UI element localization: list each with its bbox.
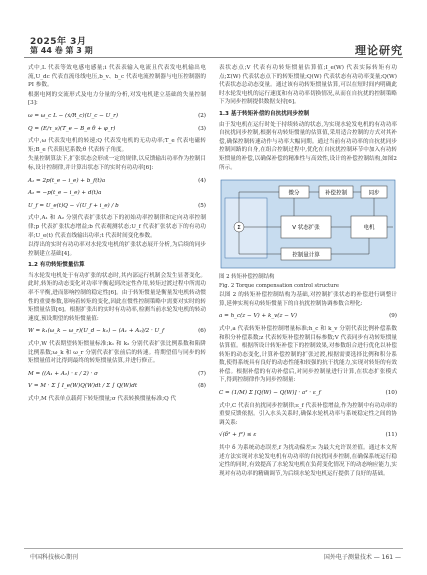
equation-number: (7) [198,370,206,377]
paragraph: 式中,ω 代表发电机的转速;Q 代表发电机的无功功率;T_e 代表电磁转矩;B_e 代表阻尼系数;θ 代表转子角度。 [28,138,206,153]
block-label: 微分 [288,190,300,197]
paragraph: 表状态点;V 代表有功转矩惯量估算值;I_e(W) 代表实际转矩有功点;Σ(W) 代表状态点下的转矩惯量;Q(W) 代表状态有功功率变量;Q(W) 代表状态总动态变量。通过该有功转矩惯量估算,可以在短时间内明确此时水轮发电机的运行速度和有功功率切换情况,从而在自抗扰的控制策略下为同步控制提供数据支持[6]。 [219,65,397,106]
equation-body: W = k₁(ω_k − ω_r)(U_d − k₂) − (A₁ + A₂)/2 · U_f [28,328,165,335]
equation-7 [28,370,206,379]
right-column [219,64,397,479]
paragraph: 由于发电机在运行时处于持续转动的状态,为实现水轮发电机的有功功率自抗扰同步控制,根据有功转矩惯量的估算值,采用适合控制的方式对其补偿,确保控制转速动作与功率大幅同期。通过当前有功功率的自抗扰同步控制回路的自身,在组合控制过程中,优化在自抗扰控制环节中加入有功转矩惯量的补偿,以确保补偿的精准性与高效性,设计的补偿控制结构,如图2所示。 [219,121,397,171]
block-label: V 状态扩张 [292,225,320,232]
equation-body: ω = ω_c L − (ẋ/R_c)(U_c − U_r) [28,112,119,119]
paragraph: 根据电网的交流形式及电力分量的分析,对发电机建立基础的失量控制[3]: [28,91,206,107]
block-label: 电机 [363,225,375,232]
control-structure-diagram [219,176,397,272]
left-column [28,64,206,405]
equation-body: M = ((A₁ + A₂) · ε / 2) · σ [28,370,98,377]
equation-number: (10) [385,390,397,397]
equation-body: U_f = U_e(t)Q − √(U_f + i_e) / b [28,202,119,209]
equation-body: A₂ = −p(t_e − i_e) + d(t)a [28,190,102,197]
block-label: 同步 [368,190,380,197]
equation-number: (2) [198,112,206,119]
equation-body: C = (1/M) Σ [Q(W) − Q(W)] · a² · ε_f [219,390,321,397]
equation-number: (5) [198,202,206,209]
block-label: 补偿控制 [324,190,348,197]
equation-body: Q = (E/τ_s)(T_e − B_e θ + φ_r) [28,125,116,132]
paragraph: 式中,C 代表自抗扰同步控制律;ε_f 代表补偿增益,作为控制中有功功率的重要反馈依据。引入水头关系时,确保水轮机功率与系统稳定性之间的协调关系: [219,402,397,426]
block-label: 控制量计算 [292,252,320,259]
equation-5 [28,202,206,211]
paragraph: 其中 δ 为系统动态误差,f 为扰动偏差;ε 为最大允许误差值。通过本文所述方法实现对水轮发电机有功功率的自抗扰同步控制,在确保系统运行稳定性的同时,有效提高了水轮发电机在负荷变化情况下的动态响应能力,实现对有功功率的精确调节,为后续水轮发电机运行提供了良好的基础。 [219,445,397,477]
issue-date: 2025年 3月 [30,37,87,47]
journal-label: 中国科技核心期刊 [30,554,79,561]
footer-divider [24,548,403,549]
paragraph: 式中,A₁ 和 A₂ 分别代表扩张状态下的初始功率控制律和定向功率控制律;p 代表扩张状态增益;b 代表观测状态;U_f 代表扩张状态下的有功功率;U_e(t) 代表直线输出功率;t 代表时间变化参数。 [28,215,206,239]
equation-number: (4) [198,177,206,184]
paragraph: 失量控制算法下,扩张状态会形成一定的规律,以反馈输出功率作为控制目标,设计控制律,并计算出状态下的实时有功功率[6]: [28,156,206,171]
controller-region [225,198,267,258]
equation-4b [28,189,206,198]
section-heading: 1.2 有功转矩惯量估算 [28,262,85,269]
sum-label: Σ [237,225,241,232]
section-title: 理论研究 [355,44,403,57]
paragraph: 以图 2 的转矩补偿控制结构为基础,对控制扩张状态的补偿进行调整计算,延伸实现有功转矩惯量下的自抗扰控制协调参数合理化: [219,292,397,307]
equation-body: a = h_c(z − V) + k_v(z − V) [219,313,297,320]
equation-number: (8) [198,383,206,390]
equation-number: (3) [198,125,206,132]
equation-number: (6) [198,328,206,335]
paragraph: 当水轮发电机处于有功扩张的状态时,其内部运行机制会发生显著变化。此时,转矩的动态变化对功率平衡起到决定性作用,转矩过渡过程中所需功率不平衡,进而影响控制的稳定性[6]。由于转矩惯量是衡量发电机转动惯性的重要参数,影响着转矩的变化,因此在惯性控制策略中需要对实时的转矩惯量估算[6]。根据扩张出的实时有功功率,检测当前水轮发电机的转动速度,预设期望的转矩惯量值: [28,272,206,322]
page-header [0,0,427,60]
page-number: 国外电子测量技术 — 161 — [323,554,401,561]
paragraph: 式中,a 代表转矩补偿控制增量标准;h_c 和 k_v 分别代表比例补偿系数和积分补偿系数;z 代表转矩补偿控制目标参数;V 代表同步有功转矩惯量估算值。根据所设计转矩补偿下的控制效果,对参数组合进行优化以补偿转矩的动态变化,计算补偿控制的扩张过渡,根据需要选择比例和积分系数,使得系统具有良好的动态性能和较强的抗干扰能力,实现对转矩的有效补偿。根据补偿的有功补偿后,对同步控制量进行计算,在状态扩张模式下,得到控制律作为同步控制量: [219,325,397,384]
equation-9 [219,312,397,321]
equation-2 [28,112,206,121]
equation-body: √(δ² + f²) ≤ ε [219,432,257,439]
header-divider [24,57,403,58]
figure-caption: 图 2 转矩补偿控制结构 [219,274,275,281]
section-heading: 1.3 基于转矩补偿的自抗扰同步控制 [219,110,310,117]
equation-body: V = M · Σ ∫ I_e(W)Q(W)dt / Σ ∫ Q(W)dt [28,383,138,390]
paragraph: 以得出的实时有功功率对水轮发电机的扩张状态展开分析,为后续的同步控制建立基础[4]。 [28,242,206,257]
paragraph: 式中,W 代表期望转矩惯量标准;k₁ 和 k₂ 分别代表扩张比例系数和陷阱比例系数;ω_k 和 ω_r 分别代表扩张前后的转速。将期望值与同步的转矩惯量值对比得到最终的转矩惯量估算,并进行修正。 [28,341,206,365]
figure-caption-english: Fig. 2 Torque compensation control structure [219,282,339,289]
volume-issue: 第 44 卷 第 3 期 [30,46,93,55]
equation-8 [28,382,206,391]
paragraph: 式中,M 代表单点载荷下转矩惯量;σ 代表转换惯量标准;Q 代 [28,396,177,402]
equation-body: A₁ = 2p(t_e − i_e) + b_f(t)a [28,177,106,184]
paragraph: 式中,L 代表等效电感电感量;i 代表表输入电流且代表发电机输出电流,U_dc 代表直流母线电压,b_v、b_c 代表电流控制器与电压控制器的 PI 参数。 [28,65,206,89]
equation-number: (11) [385,432,397,439]
figure-2-diagram [219,176,397,272]
equation-3 [28,125,206,134]
equation-4a [28,177,206,186]
equation-10 [219,389,397,398]
equation-number: (9) [389,313,397,320]
equation-6 [28,327,206,336]
equation-11 [219,431,397,440]
